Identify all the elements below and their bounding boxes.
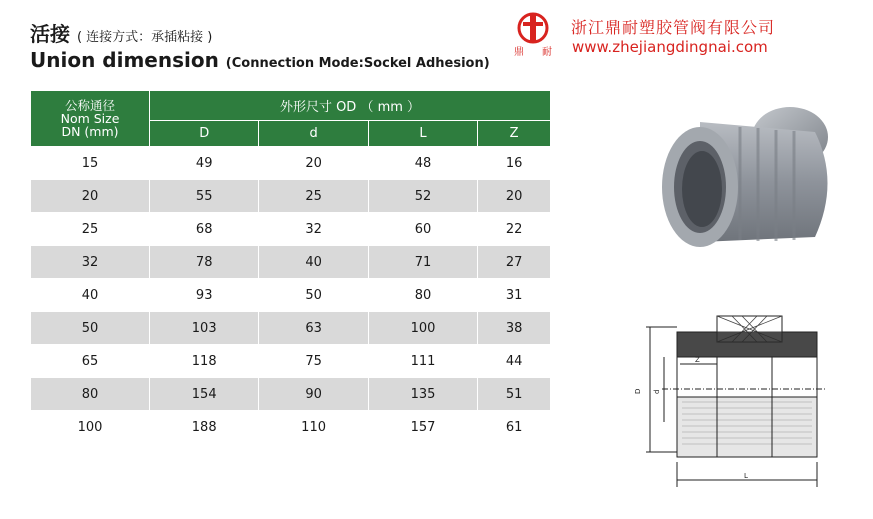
- cell-Z: 31: [505, 287, 523, 303]
- table-row: [31, 279, 550, 312]
- cell-dn: 80: [31, 378, 150, 411]
- nom-header-unit: DN (mm): [61, 124, 119, 139]
- cell-D: 188: [150, 411, 259, 444]
- cell-dn: 65: [31, 345, 150, 378]
- cell-dn: 40: [31, 279, 150, 312]
- cell-d: 63: [259, 312, 368, 345]
- logo-char-2: 耐: [542, 47, 552, 58]
- cell-Z: 61: [505, 419, 523, 435]
- label-L: L: [744, 472, 748, 480]
- cell-D: 78: [150, 246, 259, 279]
- col-header-L: L: [368, 121, 477, 147]
- cell-L: 60: [368, 213, 477, 246]
- cell-Z: 20: [505, 188, 523, 204]
- cell-dn: 50: [31, 312, 150, 345]
- table-row: [31, 246, 550, 279]
- table-row: [31, 213, 550, 246]
- table-row: [31, 180, 550, 213]
- table-row: [31, 411, 550, 444]
- page-title-en: [30, 48, 490, 72]
- cell-Z: 38: [505, 320, 523, 336]
- cell-d: 75: [259, 345, 368, 378]
- nom-header-cn: 公称通径: [64, 98, 115, 113]
- cell-L: 71: [368, 246, 477, 279]
- cell-L: 157: [368, 411, 477, 444]
- cell-dn: 100: [31, 411, 150, 444]
- cell-d: 32: [259, 213, 368, 246]
- cell-D: 154: [150, 378, 259, 411]
- brand-logo: [508, 8, 568, 58]
- table-row: [31, 147, 550, 180]
- cell-d: 25: [259, 180, 368, 213]
- cell-L: 52: [368, 180, 477, 213]
- cell-Z: 51: [505, 386, 523, 402]
- cell-D: 49: [150, 147, 259, 180]
- cell-D: 68: [150, 213, 259, 246]
- cell-Z: 44: [505, 353, 523, 369]
- cell-L: 135: [368, 378, 477, 411]
- label-D: D: [634, 388, 642, 394]
- company-url: www.zhejiangdingnai.com: [572, 38, 768, 56]
- col-header-Z: Z: [478, 121, 550, 147]
- cell-Z: 27: [505, 254, 523, 270]
- table-row: [31, 312, 550, 345]
- cell-dn: 15: [31, 147, 150, 180]
- cell-Z: 16: [505, 155, 523, 171]
- cell-D: 55: [150, 180, 259, 213]
- union-product-photo: [640, 92, 860, 267]
- cell-dn: 25: [31, 213, 150, 246]
- company-name: 浙江鼎耐塑胶管阀有限公司: [571, 18, 776, 37]
- cell-L: 111: [368, 345, 477, 378]
- subtitle-en: (Connection Mode:Sockel Adhesion): [225, 56, 490, 71]
- title-en: Union dimension: [30, 48, 219, 72]
- label-Z: Z: [695, 356, 700, 364]
- cell-d: 20: [259, 147, 368, 180]
- logo-char-1: 鼎: [514, 47, 524, 58]
- cell-d: 90: [259, 378, 368, 411]
- title-cn: 活接: [30, 22, 70, 46]
- page-title-cn: [30, 18, 212, 47]
- cell-d: 50: [259, 279, 368, 312]
- cell-D: 118: [150, 345, 259, 378]
- cell-d: 40: [259, 246, 368, 279]
- cell-d: 110: [259, 411, 368, 444]
- cell-L: 80: [368, 279, 477, 312]
- union-section-drawing: [632, 302, 832, 497]
- cell-D: 103: [150, 312, 259, 345]
- subtitle-cn: ( 连接方式：承插粘接 ): [76, 30, 213, 45]
- col-header-D: D: [150, 121, 259, 147]
- nom-header-en: Nom Size: [60, 111, 120, 126]
- table-row: [31, 378, 550, 411]
- label-d: d: [653, 389, 661, 394]
- nom-size-header: [31, 91, 150, 147]
- cell-dn: 32: [31, 246, 150, 279]
- cell-D: 93: [150, 279, 259, 312]
- cell-dn: 20: [31, 180, 150, 213]
- table-row: [31, 345, 550, 378]
- cell-L: 48: [368, 147, 477, 180]
- cell-Z: 22: [505, 221, 523, 237]
- cell-L: 100: [368, 312, 477, 345]
- od-header: 外形尺寸 OD （ mm ）: [150, 91, 551, 121]
- col-header-d: d: [259, 121, 368, 147]
- dimension-table: [31, 91, 550, 443]
